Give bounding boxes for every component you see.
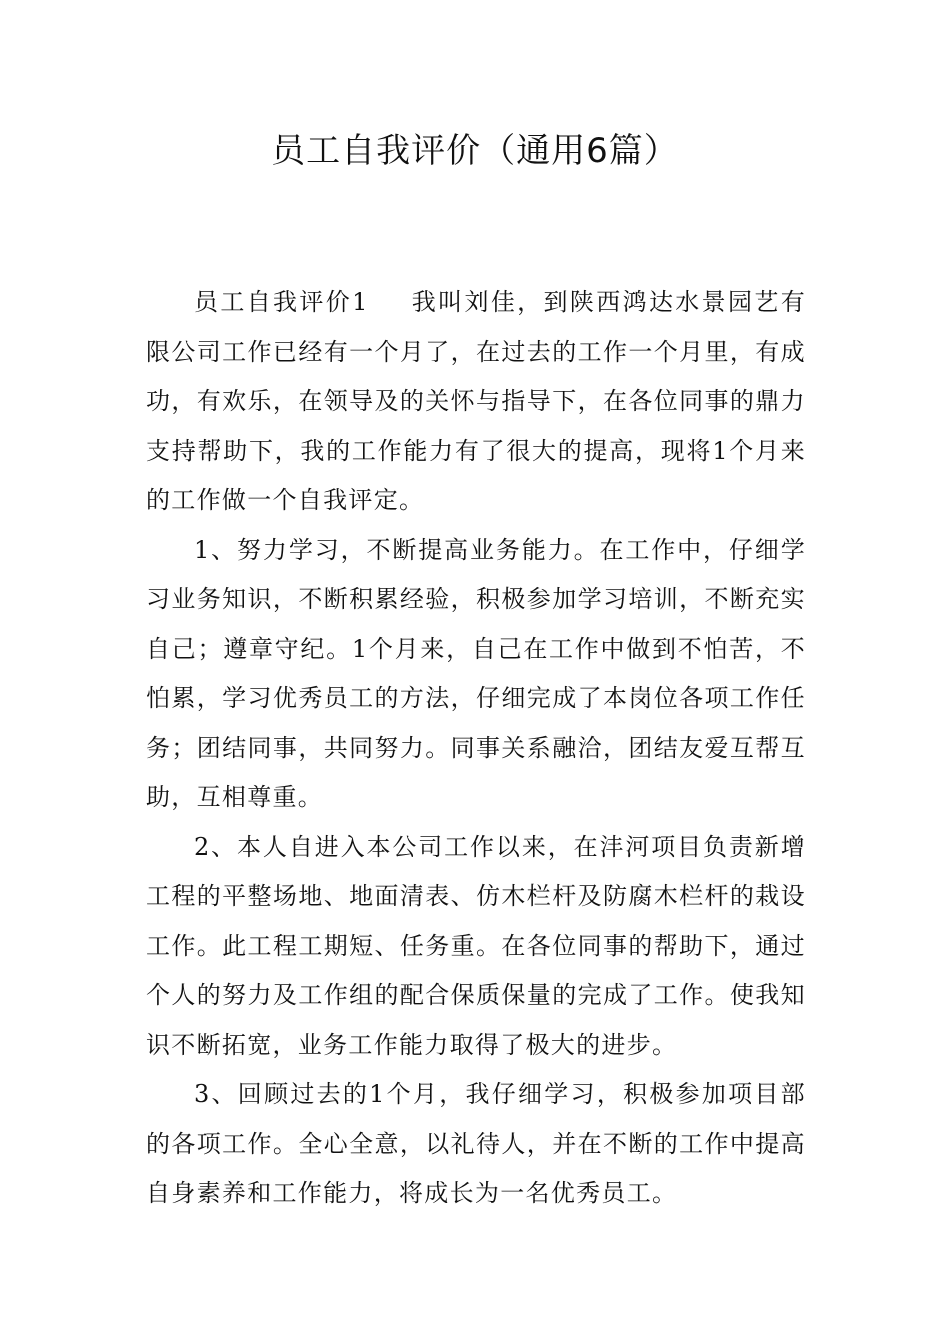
paragraph-item-1: 1、努力学习，不断提高业务能力。在工作中，仔细学习业务知识，不断积累经验，积极参加学习培训，不断充实自己；遵章守纪。1个月来，自己在工作中做到不怕苦，不怕累，学习优秀员工的方法，仔细完成了本岗位各项工作任务；团结同事，共同努力。同事关系融洽，团结友爱互帮互助，互相尊重。: [146, 535, 806, 811]
document-title: 员工自我评价（通用6篇）: [271, 131, 679, 171]
paragraph-item-3: 3、回顾过去的1个月，我仔细学习，积极参加项目部的各项工作。全心全意，以礼待人，并在不断的工作中提高自身素养和工作能力，将成长为一名优秀员工。: [146, 1080, 806, 1207]
document-body: [146, 278, 806, 1219]
paragraph-item-2: 2、本人自进入本公司工作以来，在沣河项目负责新增工程的平整场地、地面清表、仿木栏杆及防腐木栏杆的栽设工作。此工程工期短、任务重。在各位同事的帮助下，通过个人的努力及工作组的配合保质保量的完成了工作。使我知识不断拓宽，业务工作能力取得了极大的进步。: [146, 832, 806, 1059]
paragraph-intro: [146, 278, 806, 526]
section-heading: 员工自我评价1: [194, 288, 369, 316]
paragraph-text: 我叫刘佳，到陕西鸿达水景园艺有限公司工作已经有一个月了，在过去的工作一个月里，有成功，有欢乐，在领导及的关怀与指导下，在各位同事的鼎力支持帮助下，我的工作能力有了很大的提高，现将1个月来的工作做一个自我评定。: [146, 288, 807, 514]
